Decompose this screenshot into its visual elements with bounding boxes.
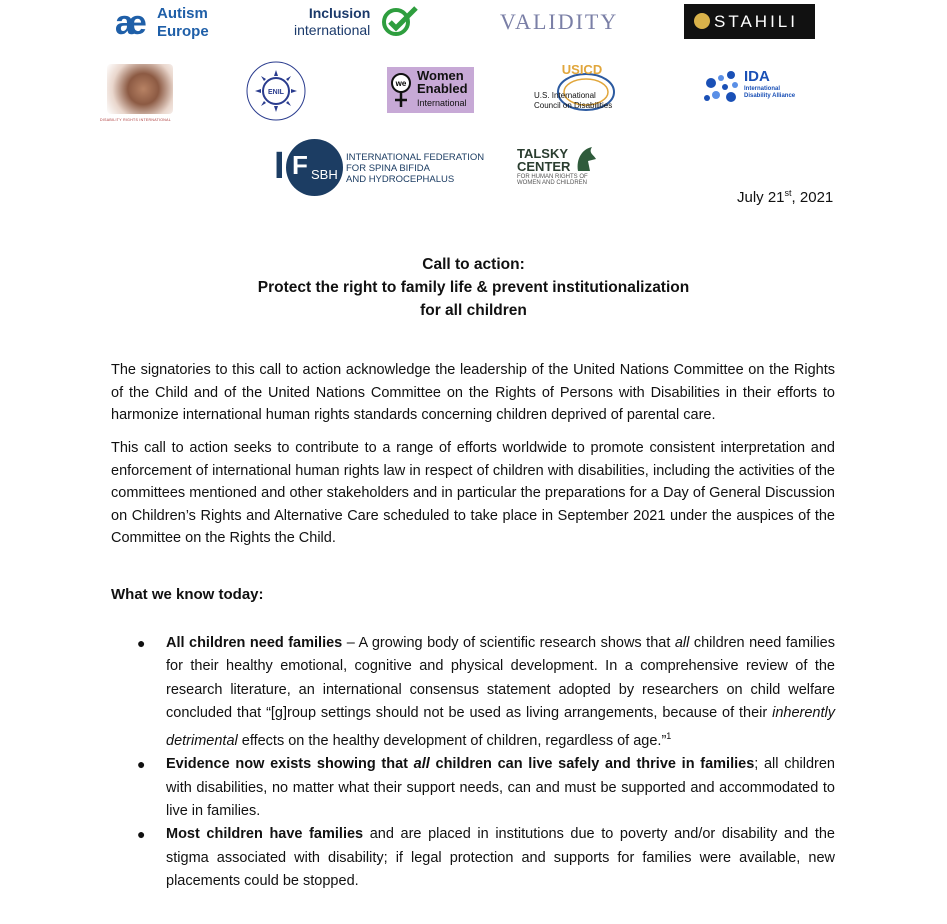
- talsky-line2: CENTER: [517, 159, 571, 174]
- ifsbh-logo-text: [346, 152, 484, 185]
- inclusion-international-logo-text: [294, 5, 370, 39]
- ida-logo-title: IDA: [744, 68, 770, 85]
- stahili-logo: [684, 4, 815, 39]
- inclusion-international-line1: Inclusion: [308, 5, 371, 21]
- autism-europe-logo-mark: ae: [115, 4, 141, 42]
- ifsbh-logo-sbh: SBH: [311, 167, 338, 182]
- ida-dots-icon: [703, 70, 741, 104]
- list-item: [137, 823, 835, 893]
- ida-logo-subtitle: [744, 86, 795, 100]
- ifsbh-line1: INTERNATIONAL FEDERATION: [346, 152, 485, 163]
- women-enabled-venus-icon: [390, 71, 412, 109]
- autism-europe-line1: Autism: [157, 5, 208, 22]
- women-enabled-line1: Women: [417, 68, 464, 83]
- title-line2: Protect the right to family life & prevent institutionalization: [257, 279, 690, 296]
- list-item: [137, 753, 835, 823]
- inclusion-international-line2: international: [294, 22, 371, 38]
- talsky-line4: WOMEN AND CHILDREN: [517, 180, 588, 186]
- bullet-text: children need families for their healthy emotional, cognitive and physical development. In a comprehensive review of the research literature, an international consensus statement adopted by researchers on child welfare concluded that “[g]roup settings should not be used as living arrangements, because of their: [166, 635, 835, 721]
- bullet-text: and are placed in institutions due to poverty and/or disability and the stigma associated with disability; if legal protection and supports for families were available, new placements could be stopped.: [166, 826, 835, 889]
- list-item: [137, 632, 835, 753]
- bullet-italic: inherently detrimental: [166, 704, 835, 750]
- validity-logo: VALIDITY: [500, 9, 619, 34]
- bullet-italic: all: [674, 635, 690, 651]
- title-line3: for all children: [420, 302, 527, 319]
- bullet-text: ; all children with disabilities, no matter what their support needs, can and must be supported and accommodated to live in families.: [166, 756, 835, 819]
- inclusion-international-check-icon: [382, 6, 418, 36]
- usicd-logo-text: [534, 91, 612, 111]
- ifsbh-line3: AND HYDROCEPHALUS: [346, 174, 455, 185]
- bullet-icon: ●: [137, 826, 146, 843]
- stahili-logo-text: STAHILI: [714, 12, 798, 31]
- women-enabled-logo: [387, 67, 474, 113]
- bullet-text: – A growing body of scientific research shows that: [342, 635, 675, 651]
- bullet-list: [137, 632, 835, 893]
- bullet-bold-lead: children can live safely and thrive in families: [429, 756, 755, 773]
- svg-text:ENIL: ENIL: [268, 89, 284, 96]
- stahili-emblem-icon: [694, 13, 710, 29]
- intro-paragraph-2: This call to action seeks to contribute to a range of efforts worldwide to promote consistent interpretation and enforcement of international human rights law in respect of children with disabilities, including the activities of the committees mentioned and other stakeholders and in particular the preparations for a Day of General Discussion on Children’s Rights and Alternative Care scheduled to take place in September 2021 under the auspices of the Committee on the Rights the Child.: [111, 440, 835, 547]
- section-heading: What we know today:: [111, 586, 264, 603]
- bullet-icon: ●: [137, 756, 146, 773]
- ida-line1: International: [744, 86, 781, 92]
- talsky-line1: TALSKY: [517, 146, 569, 161]
- date-prefix: July 21: [737, 189, 785, 206]
- usicd-line1: U.S. International: [534, 91, 596, 100]
- ifsbh-line2: FOR SPINA BIFIDA: [346, 163, 430, 174]
- title-line1: Call to action:: [422, 256, 525, 273]
- spartan-helmet-icon: [574, 145, 598, 173]
- bullet-icon: ●: [137, 635, 146, 651]
- talsky-logo-subtitle: [517, 174, 588, 186]
- ida-line2: Disability Alliance: [744, 93, 796, 99]
- talsky-logo-title: [517, 147, 570, 173]
- ifsbh-logo-circle: [286, 139, 343, 196]
- ifsbh-logo-i: I: [274, 145, 285, 187]
- women-enabled-line3: International: [417, 98, 467, 108]
- date-suffix: , 2021: [791, 189, 834, 206]
- autism-europe-line2: Europe: [157, 23, 209, 40]
- svg-text:we: we: [395, 79, 407, 88]
- letter-date: [737, 188, 833, 206]
- bullet-text: effects on the healthy development of children, regardless of age.”: [237, 733, 667, 750]
- bullet-bold-lead: Evidence now exists showing that: [166, 756, 414, 773]
- bullet-bold-lead: Most children have families: [166, 826, 364, 843]
- intro-paragraph-1: The signatories to this call to action acknowledge the leadership of the United Nations Committee on the Rights of the Child and of the United Nations Committee on the Rights of Persons with Disabilities in their efforts to harmonize international human rights standards concerning children deprived of parental care.: [111, 362, 835, 424]
- women-enabled-title: [417, 69, 468, 95]
- document-title: [0, 253, 947, 322]
- talsky-line3: FOR HUMAN RIGHTS OF: [517, 174, 588, 180]
- disability-rights-international-caption: DISABILITY RIGHTS INTERNATIONAL: [100, 118, 172, 122]
- usicd-line2: Council on Disabilities: [534, 101, 613, 110]
- enil-seal-logo: [245, 60, 307, 122]
- bullet-bold-italic: all: [413, 756, 430, 773]
- autism-europe-logo-text: [157, 5, 209, 41]
- footnote-ref[interactable]: 1: [666, 731, 672, 742]
- date-ordinal: st: [784, 188, 792, 198]
- women-enabled-line2: Enabled: [417, 81, 468, 96]
- ifsbh-logo-f: F: [292, 150, 308, 180]
- usicd-arc-text: USICD: [561, 62, 603, 77]
- disability-rights-international-photo: [107, 64, 173, 114]
- bullet-bold-lead: All children need families: [166, 635, 343, 651]
